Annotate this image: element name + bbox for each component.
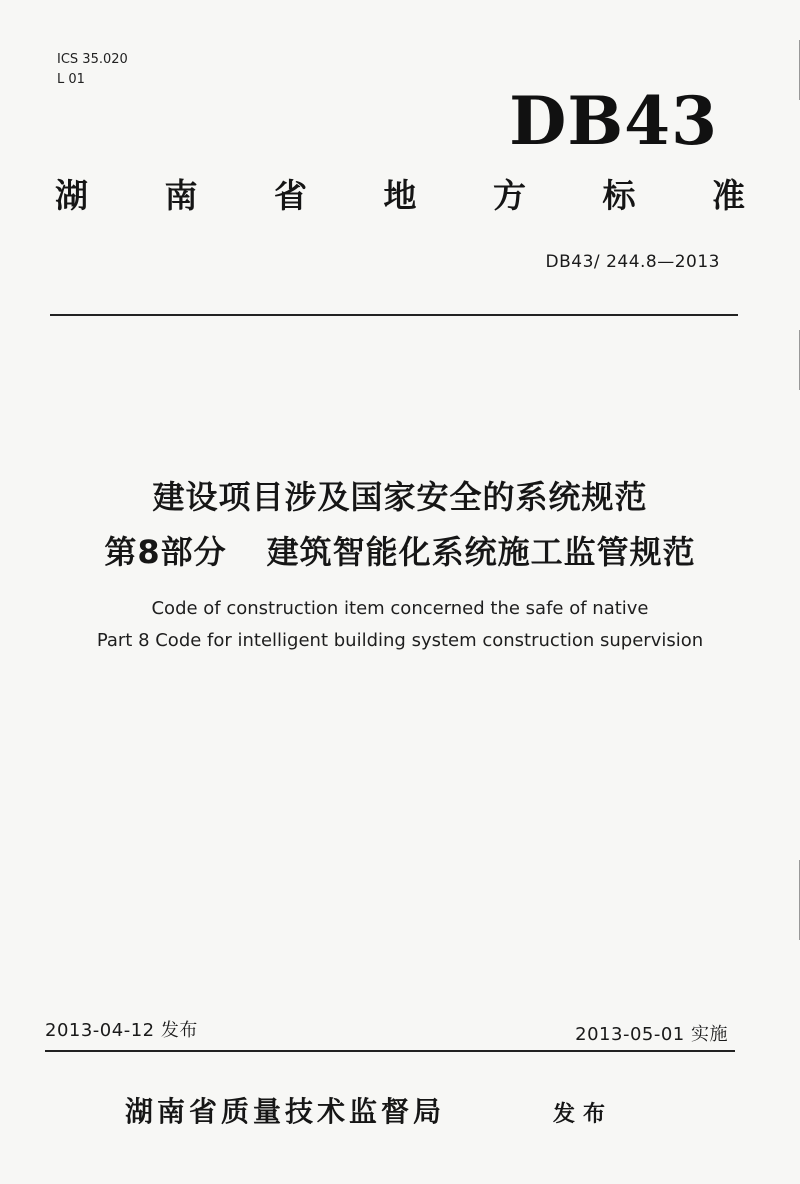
standard-type [55, 170, 745, 217]
title-zh-line1: 建设项目涉及国家安全的系统规范 [152, 478, 648, 516]
standard-type-char: 方 [493, 176, 526, 215]
db-logo: DB43 [509, 82, 718, 160]
implement-date: 2013-05-01 实施 [575, 1024, 728, 1045]
title-zh-line2 [40, 527, 760, 573]
ics-classification [57, 50, 128, 90]
standard-type-char: 湖 [55, 176, 88, 215]
title-part-name: 建筑智能化系统施工监管规范 [266, 533, 696, 571]
title-part-number: 第8部分 [104, 533, 227, 571]
ics-code: ICS 35.020 [57, 52, 128, 67]
title-en-line2: Part 8 Code for intelligent building system construction supervision [96, 630, 704, 651]
bottom-divider [45, 1050, 735, 1052]
standard-number: DB43/ 244.8—2013 [545, 252, 720, 272]
issue-date: 2013-04-12 发布 [45, 1020, 198, 1041]
standard-type-char: 标 [602, 176, 636, 215]
title-en-line1: Code of construction item concerned the safe of native [151, 598, 649, 619]
standard-type-char: 南 [164, 176, 198, 215]
standard-type-char: 准 [712, 176, 745, 215]
standard-type-char: 地 [383, 176, 417, 215]
standard-type-char: 省 [274, 176, 307, 215]
category-code: L 01 [57, 72, 85, 87]
issuer: 湖南省质量技术监督局 [125, 1095, 446, 1128]
top-divider [50, 314, 738, 316]
issuer-suffix: 发布 [553, 1102, 614, 1127]
